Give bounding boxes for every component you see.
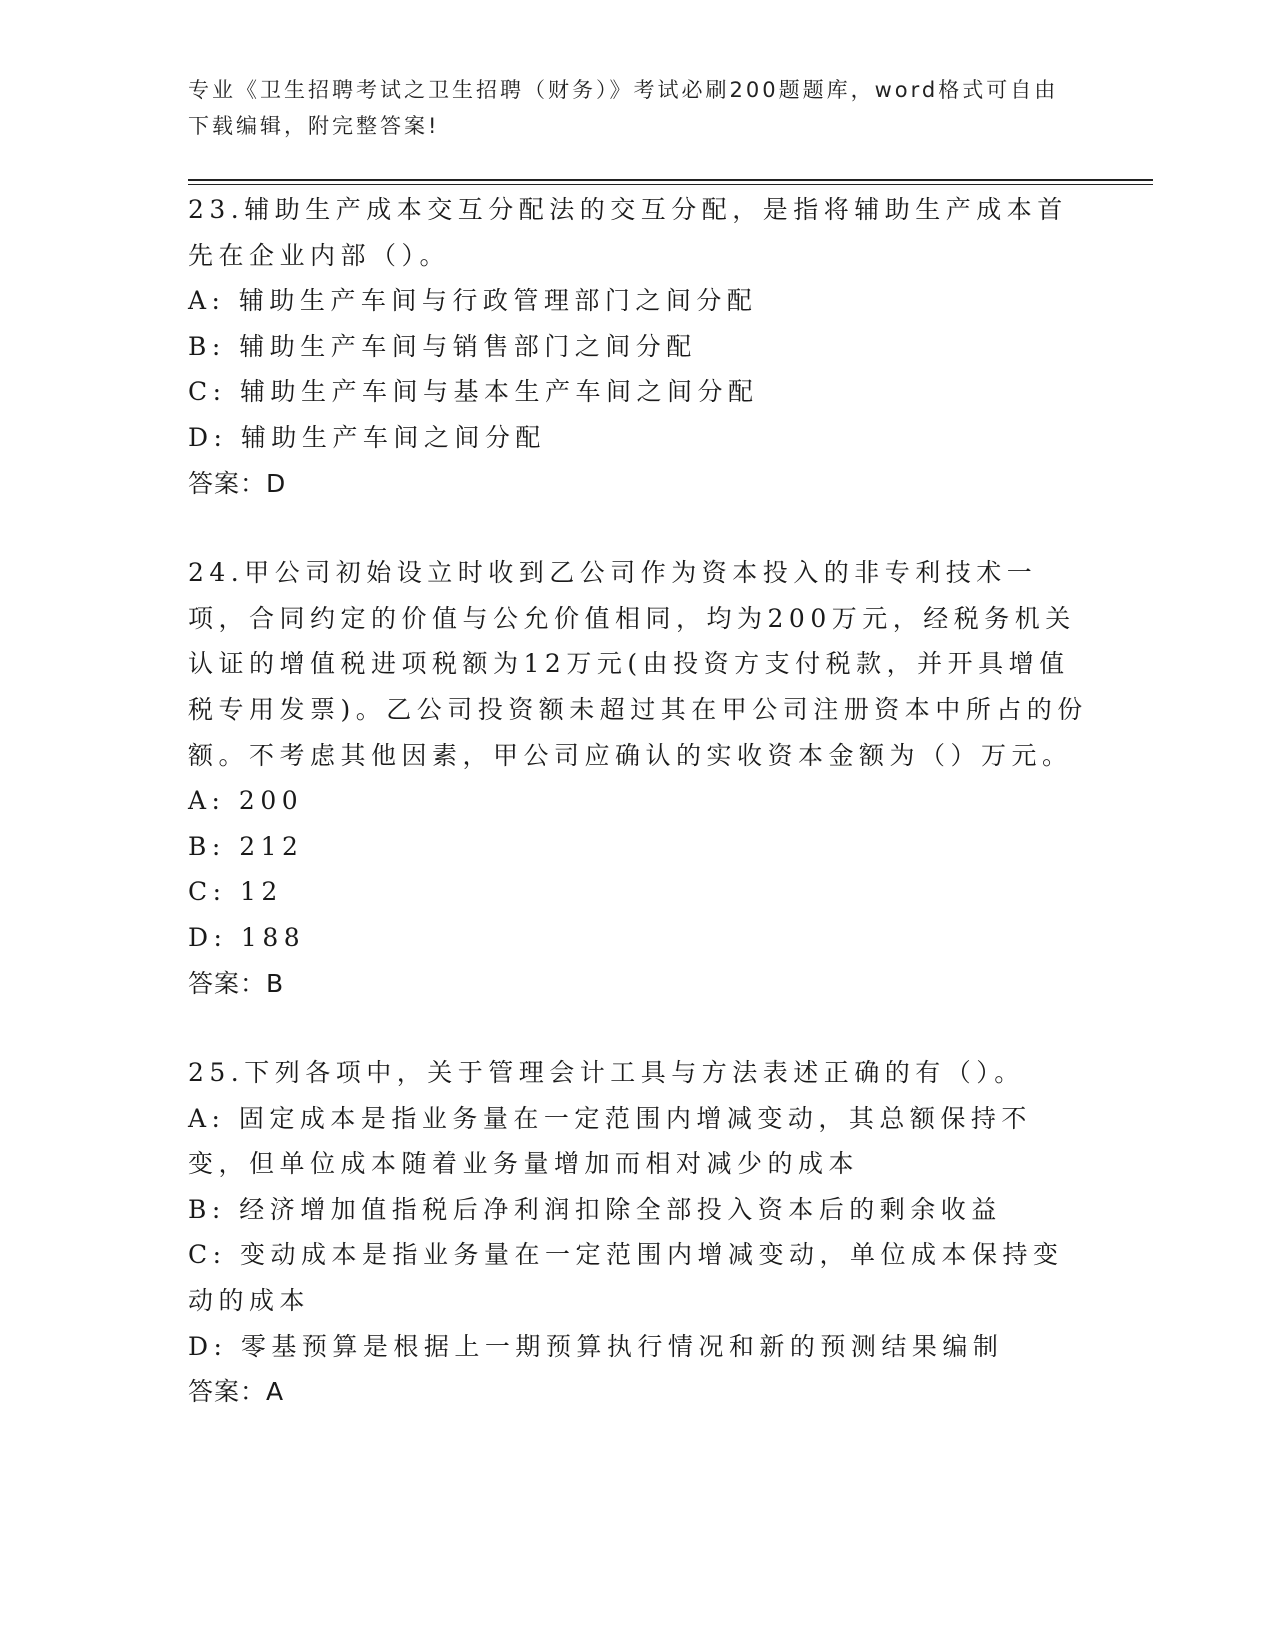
option-a: A: 固定成本是指业务量在一定范围内增减变动，其总额保持不变，但单位成本随着业务量增加而相对减少的成本 [188,1103,1032,1179]
option-c: C: 12 [188,877,283,907]
option-c: C: 变动成本是指业务量在一定范围内增减变动，单位成本保持变动的成本 [188,1240,1064,1316]
answer-line: 答案：D [188,468,287,498]
header-rule-thick [188,179,1153,181]
question-25 [188,1050,1088,1415]
answer-line: 答案：B [188,968,285,998]
option-a: A: 辅助生产车间与行政管理部门之间分配 [188,286,758,316]
question-23 [188,187,1088,506]
header-rule-thin [188,184,1153,185]
question-list [188,187,1088,1415]
question-spacer [188,1006,1088,1050]
question-stem: 24.甲公司初始设立时收到乙公司作为资本投入的非专利技术一项，合同约定的价值与公允价值相同，均为200万元，经税务机关认证的增值税进项税额为12万元(由投资方支付税款，并开具增值税专用发票)。乙公司投资额未超过其在甲公司注册资本中所占的份额。不考虑其他因素，甲公司应确认的实收资本金额为（）万元。 [188,558,1088,770]
option-b: B: 经济增加值指税后净利润扣除全部投入资本后的剩余收益 [188,1194,1002,1224]
question-spacer [188,506,1088,550]
option-a: A: 200 [188,786,304,816]
option-b: B: 辅助生产车间与销售部门之间分配 [188,331,697,361]
option-d: D: 辅助生产车间之间分配 [188,422,546,452]
question-24 [188,550,1088,1006]
option-d: D: 零基预算是根据上一期预算执行情况和新的预测结果编制 [188,1331,1004,1361]
option-b: B: 212 [188,831,304,861]
document-header: 专业《卫生招聘考试之卫生招聘（财务）》考试必刷200题题库，word格式可自由下载编辑，附完整答案! [188,78,1059,138]
option-c: C: 辅助生产车间与基本生产车间之间分配 [188,377,759,407]
question-stem: 23.辅助生产成本交互分配法的交互分配，是指将辅助生产成本首先在企业内部（）。 [188,195,1068,270]
option-d: D: 188 [188,922,306,952]
answer-line: 答案：A [188,1377,285,1407]
question-stem: 25.下列各项中，关于管理会计工具与方法表述正确的有（）。 [188,1058,1025,1088]
